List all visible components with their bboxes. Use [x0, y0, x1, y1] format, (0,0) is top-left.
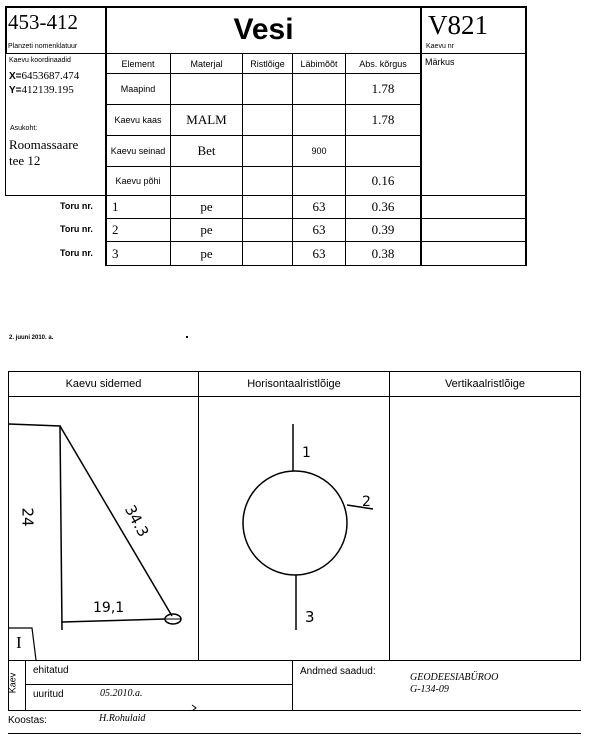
sheet-caption: Planzeti nomenklatuur [8, 43, 78, 50]
row-abs: 1.78 [371, 81, 395, 96]
survey-label: uuritud [33, 689, 64, 700]
row-abs: 1.78 [371, 112, 395, 127]
col3-title: Vertikaalristlõige [444, 378, 526, 390]
row-element: Kaevu kaas [114, 115, 162, 125]
location-line1: Roomassaare [9, 137, 79, 152]
diagonal-line [60, 426, 172, 616]
data-label: Andmed saadud: [300, 666, 376, 677]
row-abs: 0.16 [371, 173, 395, 188]
pipe-material: pe [200, 199, 213, 214]
dim-bottom: 19,1 [93, 600, 125, 616]
pipe-label: Toru nr. [60, 224, 93, 234]
location-line2: tee 12 [9, 153, 41, 168]
col-element: Element [121, 58, 155, 69]
pipe-diameter: 63 [312, 222, 326, 237]
col-abs: Abs. kõrgus [359, 58, 407, 69]
kaev-label: Kaev [7, 672, 18, 694]
survey-value: 05.2010.a. [100, 688, 143, 699]
col2-title: Horisontaalristlõige [247, 378, 341, 390]
pipe-material: pe [200, 222, 213, 237]
dim-diagonal: 34.3 [120, 502, 153, 540]
pipe-material: pe [200, 245, 213, 261]
pipe-diameter: 63 [312, 199, 326, 214]
pipe-abs: 0.38 [371, 245, 395, 261]
col-material: Materjal [190, 58, 223, 69]
row-material: MALM [186, 112, 227, 127]
bottom-line [62, 619, 165, 622]
page-title: Vesi [233, 12, 294, 46]
pipe-no: 1 [112, 199, 119, 214]
date-stamp: 2. juuni 2010. a. [9, 335, 54, 341]
well-circle [243, 471, 347, 575]
coords-caption: Kaevu koordinaadid [9, 57, 71, 64]
pipe-abs: 0.39 [371, 222, 395, 237]
row-element: Maapind [120, 84, 156, 94]
well-caption: Kaevu nr [426, 43, 455, 50]
corner-mark-box [9, 628, 36, 660]
data-value-2: G-134-09 [410, 684, 449, 695]
author-label: Koostas: [8, 715, 47, 726]
col1-title: Kaevu sidemed [65, 378, 142, 390]
coord-x: X=6453687.474 [9, 70, 80, 82]
building-outline [9, 424, 62, 630]
pipe2-label: 2 [362, 494, 371, 510]
author-value: H.Rohulaid [99, 713, 146, 724]
row-diameter: 900 [311, 146, 327, 156]
data-value-1: GEODEESIABÜROO [410, 672, 499, 683]
col-cross: Ristlõige [250, 58, 285, 69]
pipe-no: 3 [112, 246, 119, 261]
location-caption: Asukoht: [10, 125, 38, 132]
row-element: Kaevu seinad [110, 146, 166, 156]
pipe3-label: 3 [305, 608, 315, 626]
well-number: V821 [428, 10, 488, 40]
pipe1-label: 1 [302, 445, 311, 461]
built-label: ehitatud [33, 665, 69, 676]
pipe-label: Toru nr. [60, 248, 93, 258]
pipe-diameter: 63 [312, 245, 326, 261]
coord-y: Y=412139.195 [9, 84, 74, 96]
pipe-no: 2 [112, 222, 119, 237]
pipe-abs: 0.36 [371, 199, 395, 214]
corner-mark: I [16, 633, 22, 652]
dim-left: 24 [18, 507, 37, 527]
row-element: Kaevu põhi [115, 176, 161, 186]
pipe-label: Toru nr. [60, 201, 93, 211]
row-material: Bet [197, 143, 216, 158]
col-note: Märkus [425, 57, 455, 67]
col-diameter: Läbimõõt [300, 58, 338, 69]
sheet-code: 453-412 [8, 10, 78, 34]
